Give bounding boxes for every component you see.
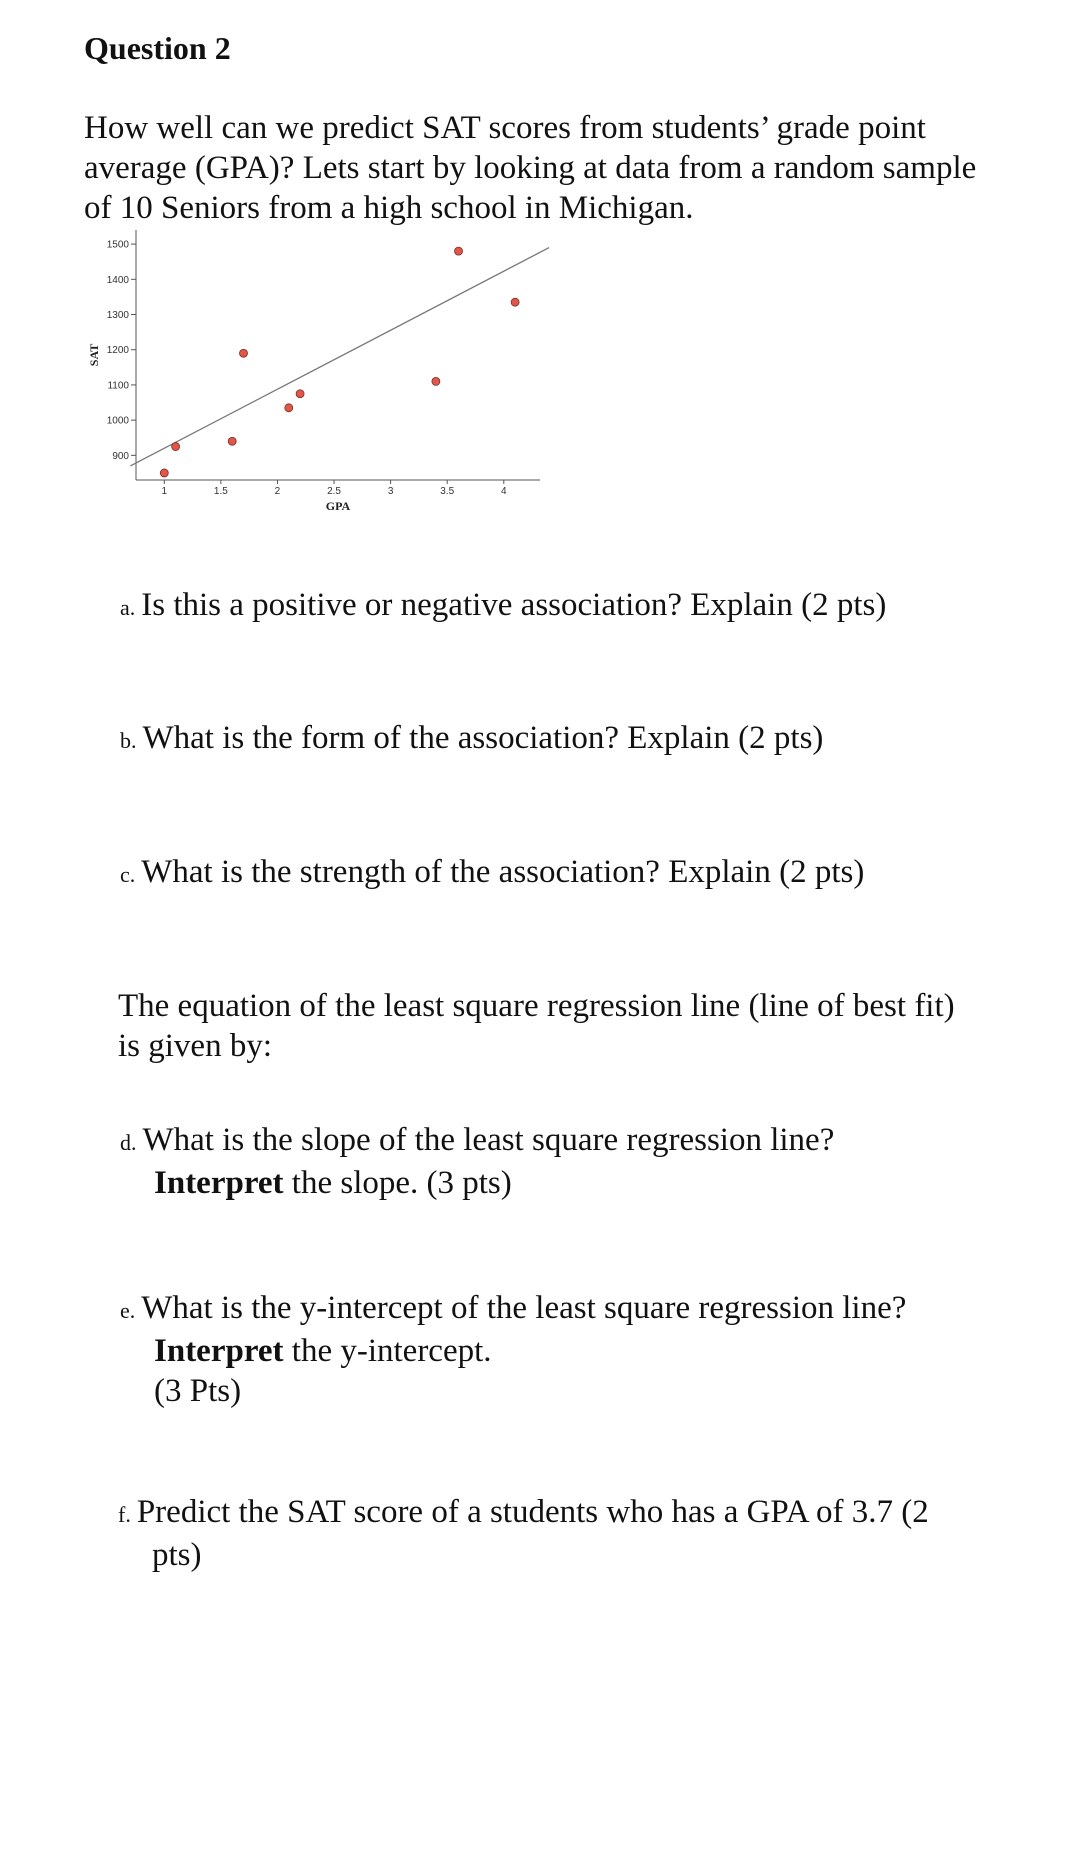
x-tick-label: 2 <box>274 486 281 497</box>
question-d-bold: Interpret <box>154 1165 284 1201</box>
question-e-label: e. <box>120 1298 136 1323</box>
data-point <box>172 443 180 451</box>
x-tick-label: 2.5 <box>327 486 341 497</box>
question-f <box>118 1492 1018 1575</box>
question-e <box>120 1288 1020 1411</box>
y-tick-label: 1400 <box>106 274 129 286</box>
question-a-label: a. <box>120 595 136 620</box>
question-f-points: pts) <box>152 1537 202 1573</box>
question-a-text: Is this a positive or negative association? Explain (2 pts) <box>141 587 887 623</box>
question-c-text: What is the strength of the association? Explain (2 pts) <box>141 854 865 890</box>
y-axis-label: SAT <box>87 343 101 367</box>
data-point <box>240 349 248 357</box>
x-tick-label: 1 <box>161 486 168 497</box>
question-e-bold: Interpret <box>154 1333 284 1369</box>
question-d <box>120 1120 1020 1203</box>
y-tick-label: 1100 <box>107 380 129 392</box>
question-d-text: What is the slope of the least square regression line? <box>142 1122 835 1158</box>
data-point <box>228 437 236 445</box>
question-e-text: What is the y-intercept of the least square regression line? <box>141 1290 907 1326</box>
chart-background <box>84 230 644 615</box>
question-c <box>120 852 864 895</box>
question-b-text: What is the form of the association? Explain (2 pts) <box>142 720 824 756</box>
question-b-label: b. <box>120 728 137 753</box>
intro-paragraph: How well can we predict SAT scores from students’ grade point average (GPA)? Lets start by looking at data from a random sample of 10 Seniors from a high school in Michigan. <box>84 110 977 226</box>
question-c-label: c. <box>120 862 136 887</box>
x-tick-label: 3.5 <box>440 486 455 497</box>
x-tick-label: 1.5 <box>213 486 228 497</box>
data-point <box>296 390 304 398</box>
x-tick-label: 4 <box>501 486 507 497</box>
y-tick-label: 1000 <box>106 415 129 427</box>
y-tick-label: 1500 <box>106 239 129 251</box>
data-point <box>511 298 519 306</box>
question-f-label: f. <box>118 1502 131 1527</box>
question-b <box>120 718 823 761</box>
question-e-rest: the y-intercept. <box>283 1333 492 1369</box>
data-point <box>455 247 463 255</box>
y-tick-label: 1200 <box>106 345 129 357</box>
y-tick-label: 1300 <box>106 310 129 322</box>
x-axis-label: GPA <box>325 499 351 513</box>
data-point <box>285 404 293 412</box>
regression-intro: The equation of the least square regression line (line of best fit) is given by: <box>118 988 955 1064</box>
question-a <box>120 585 886 628</box>
x-tick-label: 3 <box>387 486 394 497</box>
question-d-label: d. <box>120 1130 137 1155</box>
question-heading: Question 2 <box>84 30 231 66</box>
data-point <box>432 377 440 385</box>
question-f-text: Predict the SAT score of a students who has a GPA of 3.7 (2 <box>136 1494 929 1530</box>
scatter-plot <box>84 230 644 615</box>
question-d-rest: the slope. (3 pts) <box>283 1165 512 1201</box>
data-point <box>160 469 168 477</box>
y-tick-label: 900 <box>112 450 129 462</box>
question-e-points: (3 Pts) <box>154 1373 242 1409</box>
